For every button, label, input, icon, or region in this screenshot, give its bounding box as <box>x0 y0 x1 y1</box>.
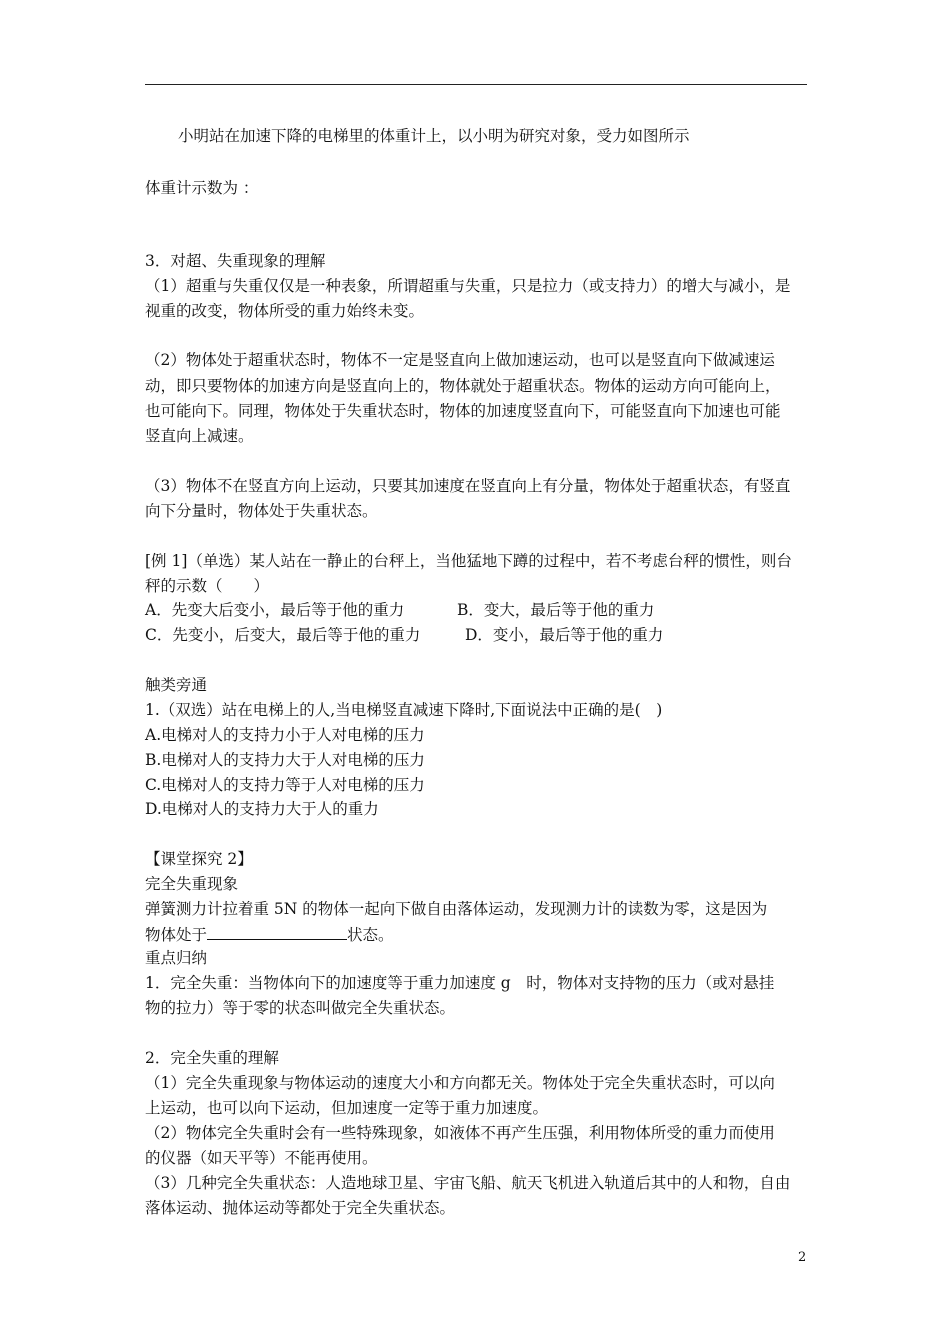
practice-option: C.电梯对人的支持力等于人对电梯的压力 <box>145 776 425 794</box>
sec3-p2-line: （2）物体处于超重状态时，物体不一定是竖直向上做加速运动，也可以是竖直向下做减速运 <box>145 351 775 369</box>
example1-option-c: C．先变小，后变大，最后等于他的重力 <box>145 626 421 644</box>
point2-3-line: 落体运动、抛体运动等都处于完全失重状态。 <box>145 1199 456 1217</box>
practice-heading: 触类旁通 <box>145 676 208 694</box>
point1-line: 物的拉力）等于零的状态叫做完全失重状态。 <box>145 999 456 1017</box>
sec3-p1-line: 视重的改变，物体所受的重力始终未变。 <box>145 302 425 320</box>
example1-option-d: D．变小，最后等于他的重力 <box>465 626 664 644</box>
explore2-text-line: 弹簧测力计拉着重 5N 的物体一起向下做自由落体运动，发现测力计的读数为零，这是因为 <box>145 900 768 918</box>
page-number: 2 <box>798 1250 807 1265</box>
practice-option: B.电梯对人的支持力大于人对电梯的压力 <box>145 751 425 769</box>
point2-2-line: 的仪器（如天平等）不能再使用。 <box>145 1149 378 1167</box>
explore2-topic: 完全失重现象 <box>145 875 239 893</box>
practice-option: A.电梯对人的支持力小于人对电梯的压力 <box>145 726 425 744</box>
explore2-fill-in-line <box>145 924 394 945</box>
summary-heading: 重点归纳 <box>145 949 208 967</box>
sec3-p2-line: 竖直向上减速。 <box>145 427 254 445</box>
fill-in-prefix: 物体处于 <box>145 926 208 944</box>
point2-2-line: （2）物体完全失重时会有一些特殊现象，如液体不再产生压强，利用物体所受的重力而使用 <box>145 1124 775 1142</box>
sec3-p2-line: 动，即只要物体的加速方向是竖直向上的，物体就处于超重状态。物体的运动方向可能向上， <box>145 377 781 395</box>
point2-1-line: （1）完全失重现象与物体运动的速度大小和方向都无关。物体处于完全失重状态时，可以向 <box>145 1074 775 1092</box>
answer-blank[interactable] <box>207 924 347 940</box>
header-rule <box>145 84 807 85</box>
intro-line-2: 体重计示数为 ： <box>145 179 259 197</box>
example1-question-line: 秤的示数（ ） <box>145 577 270 595</box>
point2-1-line: 上运动，也可以向下运动，但加速度一定等于重力加速度。 <box>145 1099 549 1117</box>
point2-heading: 2．完全失重的理解 <box>145 1049 279 1067</box>
example1-question-line: [例 1]（单选）某人站在一静止的台秤上，当他猛地下蹲的过程中，若不考虑台秤的惯性，则台 <box>145 552 792 570</box>
sec3-p3-line: （3）物体不在竖直方向上运动，只要其加速度在竖直向上有分量，物体处于超重状态，有竖直 <box>145 477 791 495</box>
practice-question: 1.（双选）站在电梯上的人,当电梯竖直减速下降时,下面说法中正确的是( ) <box>145 701 663 719</box>
example1-option-a: A．先变大后变小，最后等于他的重力 <box>145 601 405 619</box>
sec3-p2-line: 也可能向下。同理，物体处于失重状态时，物体的加速度竖直向下，可能竖直向下加速也可能 <box>145 402 781 420</box>
explore2-heading: 【课堂探究 2】 <box>145 850 253 868</box>
sec3-p1-line: （1）超重与失重仅仅是一种表象，所谓超重与失重，只是拉力（或支持力）的增大与减小，是 <box>145 277 791 295</box>
practice-option: D.电梯对人的支持力大于人的重力 <box>145 800 379 818</box>
section-3-heading: 3．对超、失重现象的理解 <box>145 252 326 270</box>
fill-in-suffix: 状态。 <box>347 926 394 944</box>
intro-line-1: 小明站在加速下降的电梯里的体重计上，以小明为研究对象，受力如图所示 <box>178 127 690 145</box>
point1-line: 1．完全失重：当物体向下的加速度等于重力加速度 g 时，物体对支持物的压力（或对悬挂 <box>145 974 775 992</box>
example1-option-b: B．变大，最后等于他的重力 <box>457 601 655 619</box>
sec3-p3-line: 向下分量时，物体处于失重状态。 <box>145 502 378 520</box>
point2-3-line: （3）几种完全失重状态：人造地球卫星、宇宙飞船、航天飞机进入轨道后其中的人和物，自由 <box>145 1174 791 1192</box>
